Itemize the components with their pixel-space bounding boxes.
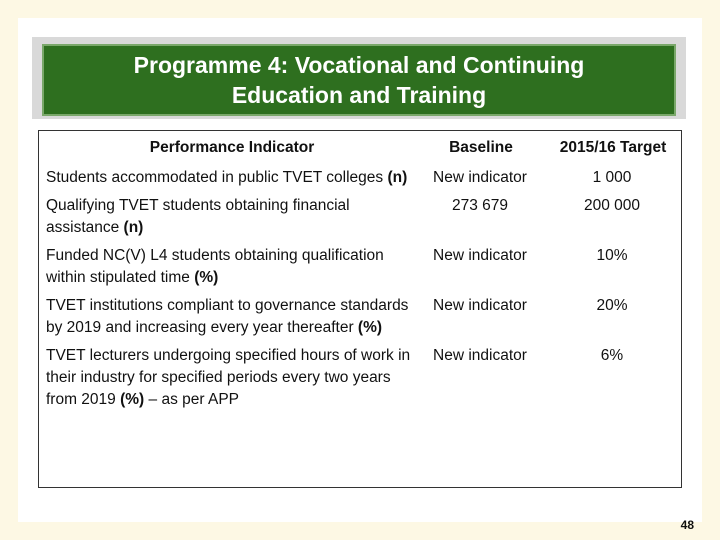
target-cell: 1 000 (592, 169, 632, 186)
indicator-cell (44, 342, 420, 414)
baseline-cell: New indicator (433, 347, 527, 364)
baseline-cell: New indicator (433, 247, 527, 264)
page-number: 48 (680, 518, 694, 532)
header-target: 2015/16 Target (559, 139, 667, 156)
target-cell: 20% (596, 297, 628, 314)
indicator-unit: (%) (120, 391, 145, 408)
baseline-cell: New indicator (433, 297, 527, 314)
indicator-text: TVET institutions compliant to governance standards by 2019 and increasing every year thereafter (46, 297, 409, 336)
indicator-cell (44, 242, 420, 292)
indicator-unit: (n) (123, 219, 144, 236)
table-row (44, 164, 684, 192)
indicator-suffix: – as per APP (144, 391, 239, 408)
indicator-cell (44, 192, 420, 242)
slide-title: Programme 4: Vocational and Continuing Education and Training (133, 52, 585, 108)
indicator-cell (44, 164, 420, 192)
baseline-cell: 273 679 (451, 197, 509, 214)
table-header-row (44, 132, 684, 164)
indicator-unit: (n) (387, 169, 408, 186)
title-banner (42, 44, 676, 116)
table-row (44, 192, 684, 242)
indicator-table (44, 132, 684, 414)
indicator-cell (44, 292, 420, 342)
indicator-unit: (%) (194, 269, 219, 286)
table-row (44, 242, 684, 292)
target-cell: 10% (596, 247, 628, 264)
indicator-unit: (%) (357, 319, 383, 336)
table-row (44, 292, 684, 342)
indicator-text: Qualifying TVET students obtaining financial assistance (46, 197, 350, 236)
target-cell: 6% (600, 347, 624, 364)
indicator-text: TVET lecturers undergoing specified hours of work in their industry for specified periods every two years from 2019 (46, 347, 411, 408)
baseline-cell: New indicator (433, 169, 527, 186)
table-row (44, 342, 684, 414)
indicator-text: Funded NC(V) L4 students obtaining qualification within stipulated time (46, 247, 384, 286)
header-performance-indicator: Performance Indicator (149, 139, 315, 156)
target-cell: 200 000 (583, 197, 641, 214)
header-baseline: Baseline (449, 139, 513, 156)
indicator-text: Students accommodated in public TVET colleges (46, 169, 384, 186)
